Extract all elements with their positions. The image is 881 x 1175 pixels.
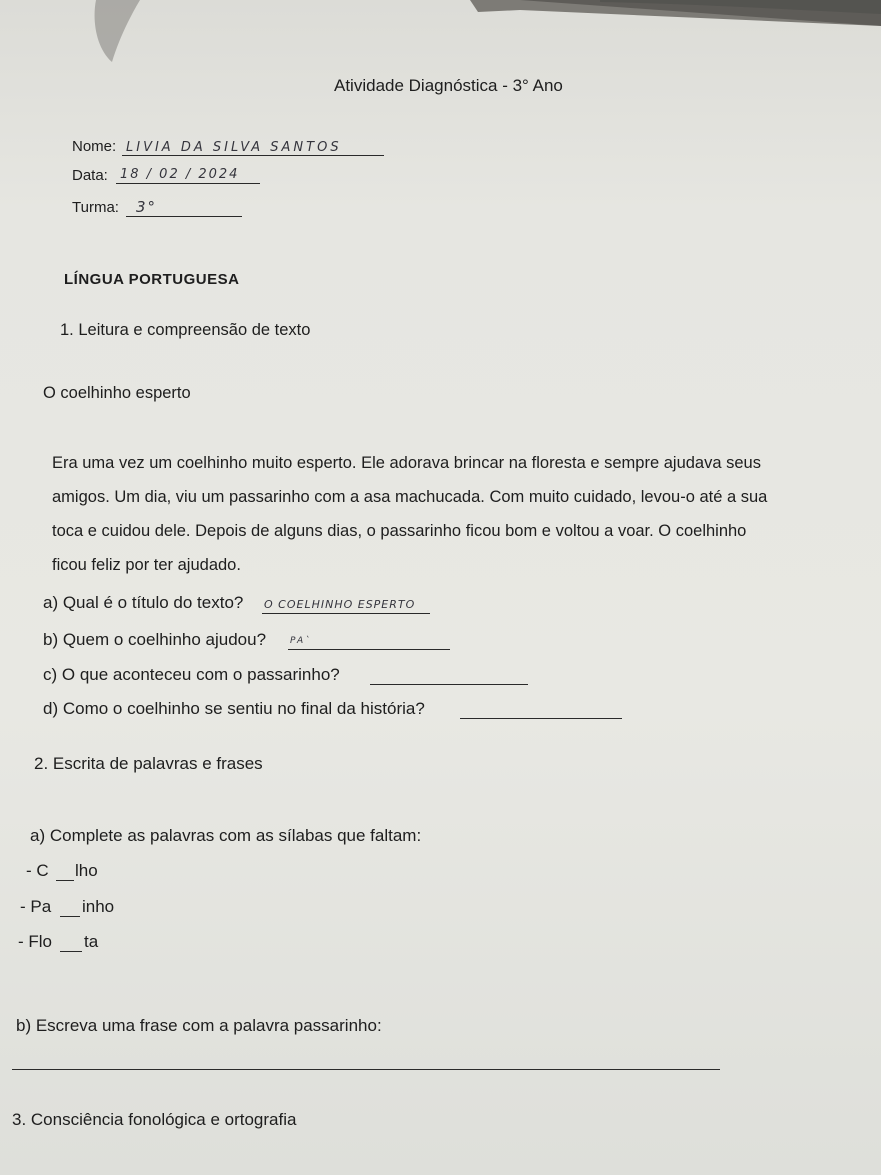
name-line: [122, 155, 384, 156]
answer-a[interactable]: O COELHINHO ESPERTO: [264, 598, 416, 611]
blank-2[interactable]: [60, 916, 80, 917]
sentence-prompt: b) Escreva uma frase com a palavra passarinho:: [16, 1016, 382, 1035]
word-1-after: lho: [75, 861, 98, 880]
sentence-line[interactable]: [12, 1069, 720, 1070]
word-3-after: ta: [84, 932, 99, 951]
page-title: Atividade Diagnóstica - 3° Ano: [334, 76, 563, 95]
complete-prompt: a) Complete as palavras com as sílabas que faltam:: [30, 826, 422, 845]
paper-shadow: [0, 0, 881, 140]
blank-1[interactable]: [56, 880, 74, 881]
word-2-before: - Pa: [20, 897, 52, 916]
date-label: Data:: [72, 167, 108, 184]
part2-title: 2. Escrita de palavras e frases: [34, 754, 263, 773]
word-3-before: - Flo: [18, 932, 52, 951]
name-label: Nome:: [72, 138, 117, 155]
word-2-after: inho: [82, 897, 115, 916]
date-value[interactable]: 18 / 02 / 2024: [120, 167, 240, 182]
class-value[interactable]: 3°: [136, 198, 158, 216]
question-c: c) O que aconteceu com o passarinho?: [43, 665, 340, 684]
question-b: b) Quem o coelhinho ajudou?: [43, 630, 267, 649]
answer-line-b: [288, 649, 450, 650]
blank-3[interactable]: [60, 951, 82, 952]
word-1-before: - C: [26, 861, 49, 880]
part1-title: 1. Leitura e compreensão de texto: [60, 321, 311, 339]
story-title: O coelhinho esperto: [43, 384, 191, 402]
answer-line-d[interactable]: [460, 718, 622, 719]
paragraph-line: amigos. Um dia, viu um passarinho com a asa machucada. Com muito cuidado, levou-o até a sua: [52, 488, 768, 506]
answer-b[interactable]: PA`: [290, 636, 312, 646]
question-a: a) Qual é o título do texto?: [43, 593, 244, 612]
answer-line-c[interactable]: [370, 684, 528, 685]
class-line: [126, 216, 242, 217]
part3-title: 3. Consciência fonológica e ortografia: [12, 1110, 297, 1129]
name-value[interactable]: LIVIA DA SILVA SANTOS: [126, 140, 342, 155]
class-label: Turma:: [72, 199, 119, 216]
answer-line-a: [262, 613, 430, 614]
paragraph-line: toca e cuidou dele. Depois de alguns dias, o passarinho ficou bom e voltou a voar. O coelhinho: [52, 522, 747, 540]
question-d: d) Como o coelhinho se sentiu no final da história?: [43, 699, 425, 718]
date-line: [116, 183, 260, 184]
story-paragraph: [52, 446, 852, 582]
paragraph-line: ficou feliz por ter ajudado.: [52, 556, 241, 574]
paragraph-line: Era uma vez um coelhinho muito esperto. Ele adorava brincar na floresta e sempre ajudava seus: [52, 454, 761, 472]
section-title: LÍNGUA PORTUGUESA: [64, 271, 240, 288]
